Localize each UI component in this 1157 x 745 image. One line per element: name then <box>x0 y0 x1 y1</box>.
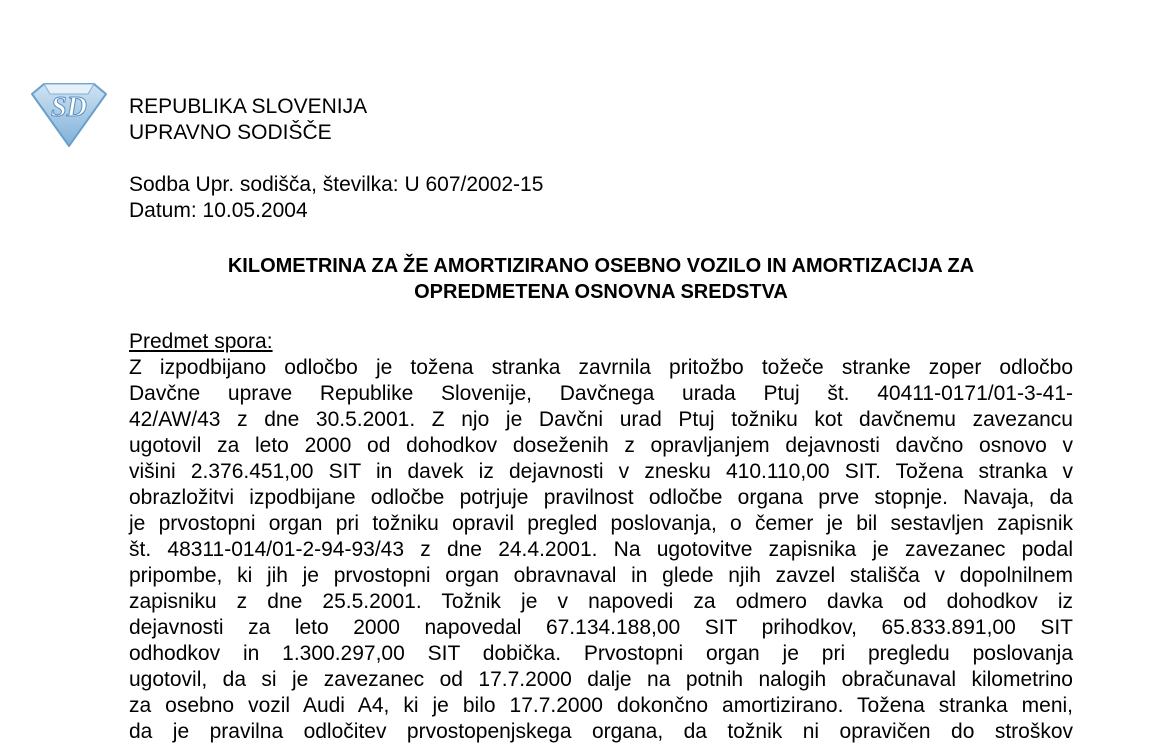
document-title-line-2: OPREDMETENA OSNOVNA SREDSTVA <box>414 281 788 303</box>
section-body <box>129 355 1073 745</box>
body-line: Davčne uprave Republike Slovenije, Davčnega urada Ptuj št. 40411-0171/01-3-41- <box>129 382 1073 405</box>
body-line: pripombe, ki jih je prvostopni organ obravnaval in glede njih zavzel stališča v dopolnilnem <box>129 564 1073 587</box>
body-line: odhodkov in 1.300.297,00 SIT dobička. Prvostopni organ je pri pregledu poslovanja <box>129 642 1073 665</box>
body-line: št. 48311-014/01-2-94-93/43 z dne 24.4.2001. Na ugotovitve zapisnika je zavezanec podal <box>129 538 1073 561</box>
body-line: je prvostopni organ pri tožniku opravil pregled poslovanja, o čemer je bil sestavljen zapisnik <box>129 512 1073 535</box>
document-title <box>129 253 1073 305</box>
court-header <box>129 94 367 146</box>
body-line: Z izpodbijano odločbo je tožena stranka zavrnila pritožbo tožeče stranke zoper odločbo <box>129 356 1073 379</box>
logo-monogram: SD <box>51 92 87 123</box>
court-logo <box>28 80 110 148</box>
body-line: za osebno vozil Audi A4, ki je bilo 17.7.2000 dokončno amortizirano. Tožena stranka meni, <box>129 694 1073 717</box>
country-name: REPUBLIKA SLOVENIJA <box>129 95 368 118</box>
section-heading: Predmet spora: <box>129 330 273 353</box>
body-line: višini 2.376.451,00 SIT in davek iz dejavnosti v znesku 410.110,00 SIT. Tožena stranka v <box>129 460 1073 483</box>
body-line: ugotovil, da si je zavezanec od 17.7.2000 dalje na potnih nalogih obračunaval kilometrino <box>129 668 1073 691</box>
case-date: Datum: 10.05.2004 <box>129 199 308 222</box>
document-title-line-1: KILOMETRINA ZA ŽE AMORTIZIRANO OSEBNO VOZILO IN AMORTIZACIJA ZA <box>227 255 975 277</box>
body-line: zapisniku z dne 25.5.2001. Tožnik je v napovedi za odmero davka od dohodkov iz <box>129 590 1073 613</box>
body-line: 42/AW/43 z dne 30.5.2001. Z njo je Davčni urad Ptuj tožniku kot davčnemu zavezancu <box>129 408 1073 431</box>
case-info <box>129 172 543 224</box>
body-line: dejavnosti za leto 2000 napovedal 67.134.188,00 SIT prihodkov, 65.833.891,00 SIT <box>129 616 1073 639</box>
court-name: UPRAVNO SODIŠČE <box>129 121 332 144</box>
body-line: da je pravilna odločitev prvostopenjskega organa, da tožnik ni opravičen do stroškov <box>129 720 1073 743</box>
body-line: ugotovil za leto 2000 od dohodkov doseženih z opravljanjem dejavnosti davčno osnovo v <box>129 434 1073 457</box>
subject-section <box>129 329 1073 745</box>
body-line: obrazložitvi izpodbijane odločbe potrjuje pravilnost odločbe organa prve stopnje. Navaja, da <box>129 486 1073 509</box>
case-number: Sodba Upr. sodišča, številka: U 607/2002-15 <box>129 173 544 196</box>
